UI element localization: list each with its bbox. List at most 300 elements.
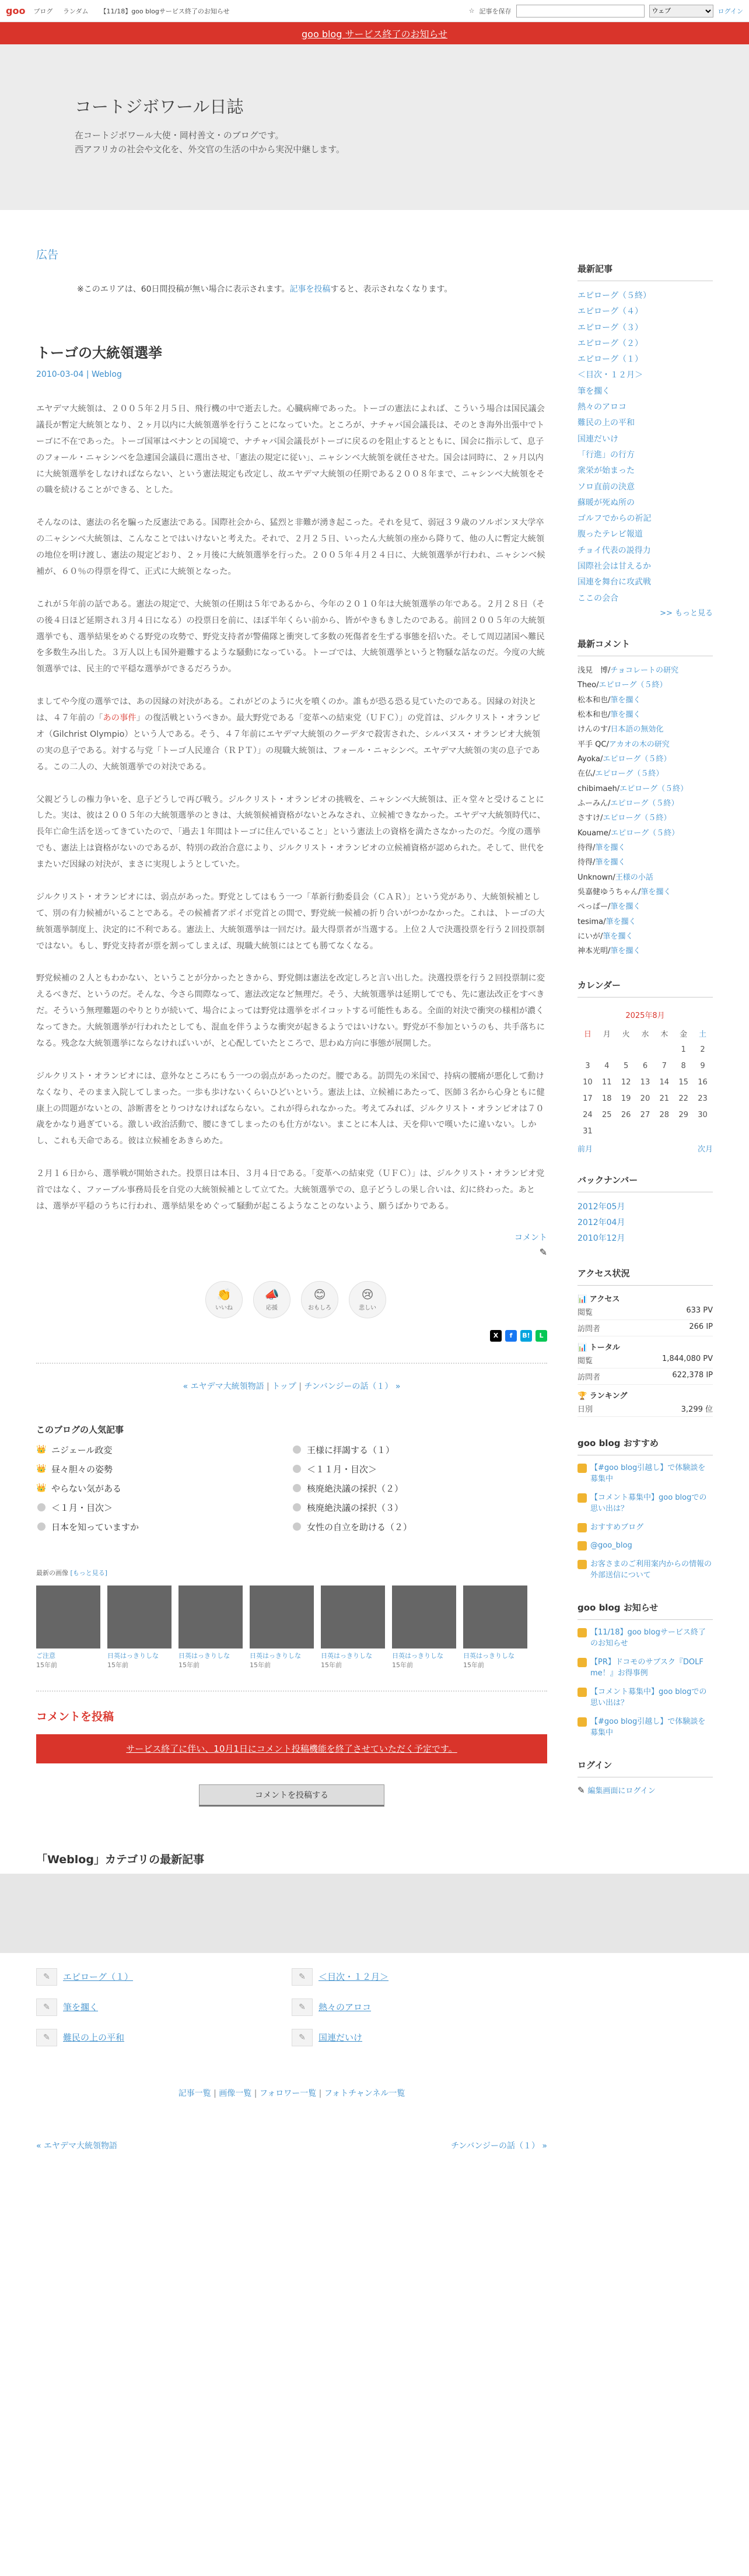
recent-post-item [578,463,713,479]
comment-user: 松本和也 [578,695,608,705]
recommend-item [578,1559,713,1581]
comment-post-link[interactable]: 筆を擱く [606,917,636,926]
post-paragraph: これが５年前の話である。憲法の規定で、大統領の任期は５年であるから、今年の２０１０年は大統領選挙の年である。２月２８日（その後４日ほど延期され３月４日になる）の投票日を前に、ほぼ半年くらい前から、皆がやきもきしたのである。前回２００５年の大統領選挙でも、選挙結果をめぐる野党の攻勢で、野党支持者が警備隊と衝突して多数の死傷者を生ずる事態を招いた。そして周辺諸国へ難民を多数生み出した。３万人以上も国外避難するような騒動になっている。トーゴでは、大統領選挙というと物騒な話なのだ。今度の大統領選挙では、民主的で平穏な選挙ができるだろうか。 [36,599,545,674]
hatena-share-icon[interactable]: B! [520,1330,532,1342]
crown-icon: 👑 [36,1445,47,1455]
next-post-link[interactable]: チンバンジーの話（１） » [304,1381,401,1391]
comment-user: 待得 [578,844,593,853]
highlight-keyword: あの事件 [103,713,136,723]
calendar-weekday: 日 [583,1030,592,1040]
recent-post-item [578,336,713,352]
recent-post-item [578,480,713,495]
comment-post-link[interactable]: 筆を擱く [610,710,641,719]
category-item-link[interactable]: エピローグ（１） [63,1972,134,1983]
bookmark-label[interactable]: 記事を保存 [479,7,512,15]
image-title: 日英はっきりしな [392,1651,443,1660]
recent-post-item [578,591,713,607]
access-heading: アクセス状況 [578,1267,713,1286]
goo-logo[interactable]: goo [6,5,26,16]
comment-user: 待得 [578,858,593,867]
recent-posts-heading: 最新記事 [578,262,713,281]
recent-post-link[interactable]: エピローグ（３） [578,323,643,332]
line-share-icon[interactable]: L [536,1330,547,1342]
comment-user: 神本光明 [578,947,608,956]
bookmark-icon[interactable]: ☆ [468,7,475,15]
popular-item[interactable] [292,1444,547,1456]
footer-next-link[interactable]: チンバンジーの話（１） » [451,2141,547,2151]
recent-comment-item: 松本和也/筆を擱く [578,710,641,719]
image-title: 日英はっきりしな [250,1651,301,1660]
calendar-month: 2025年8月 [625,1011,665,1020]
comment-end-link[interactable]: サービス終了に伴い、10月1日にコメント投稿機能を終了させていただく予定です。 [126,1744,457,1755]
calendar-weekday: 水 [641,1030,649,1040]
calendar-weekday: 月 [603,1030,611,1040]
total-label: 📊 トータル [578,1343,620,1352]
reaction-button[interactable] [301,1281,338,1318]
notice-item [578,1627,713,1650]
post-pager: « エヤデマ大統領物語 | トップ | チンバンジーの話（１） » [183,1381,401,1391]
calendar-day: 2 [700,1045,705,1055]
notice-heading: goo blog お知らせ [578,1601,713,1620]
image-date: 15年前 [250,1661,271,1669]
comment-post-link[interactable]: 筆を擱く [610,902,641,912]
image-placeholder [392,1586,456,1648]
ad-heading: 広告 [36,249,59,261]
main-column [36,210,547,2151]
calendar-day: 15 [678,1078,688,1087]
pv-value: 633 PV [686,1306,713,1315]
daily-rank-label: 日別 [578,1405,593,1414]
recent-post-item [578,368,713,383]
notice-icon [578,1658,587,1667]
service-news-link[interactable]: 【11/18】goo blogサービス終了のお知らせ [100,7,230,15]
popular-item-title: やらない気がある [51,1483,122,1494]
calendar [578,1005,713,1140]
recommend-link[interactable]: おすすめブログ [590,1522,644,1532]
reaction-icon: 👏 [216,1287,232,1302]
calendar-day [617,1042,635,1058]
prev-post-link[interactable]: « エヤデマ大統領物語 [183,1381,264,1391]
recent-post-item [578,352,713,368]
calendar-day: 7 [662,1062,667,1071]
recent-post-link[interactable]: エピローグ（２） [578,338,643,348]
post-paragraph: 野党候補の２人ともわかない、ということが分かったときから、野党側は憲法を改定しろと言い出した。決選投票を行う２回投票制に変えるべきだ、というのだ。そんな、今さら間際なって、憲法改定など無理だ。そう、大統領選挙は延期してでも、先に憲法改正をすべきだ。そういう無理難題のやりとりが続いて、場合によっては野党は選挙をボイコットする可能性もある。全面的対決で衝突の様相が濃くなってきた。大統領選挙が行われたとしても、混血を伴うような衝突が起きるようではいけない。野党が不参加というのも、共手落ちになる。残念な大統領選挙にならなければいいが、と心配していたところで、思わぬ方向に事態が展開した。 [36,974,545,1048]
calendar-weekday: 土 [699,1030,707,1040]
recent-comment-item: ふーみん/エピローグ（５終） [578,799,679,808]
nav-blog[interactable]: ブログ [33,7,53,15]
category-item [36,1968,292,1986]
comment-post-link[interactable]: 筆を擱く [610,695,641,705]
popular-item-title: ＜１１月・目次＞ [307,1464,377,1475]
calendar-day: 14 [659,1078,670,1087]
recent-post-link[interactable]: 国連を舞台に攻武戦 [578,578,651,587]
comment-user: chibimaeh [578,784,617,793]
calendar-next[interactable]: 次月 [697,1144,713,1154]
post-category[interactable]: Weblog [92,370,122,379]
recent-more-link[interactable]: >> もっと見る [660,608,713,618]
comment-post-link[interactable]: エピローグ（５終） [620,784,688,793]
post-date[interactable]: 2010-03-04 [36,370,84,379]
category-name: 「Weblog」 [36,1853,105,1866]
uv-label: 訪問者 [578,1324,601,1334]
post-article-link[interactable]: 記事を投稿 [289,285,331,294]
recent-post-link[interactable]: エピローグ（１） [578,355,643,365]
backnumber-widget [578,1174,713,1247]
recent-post-item [578,559,713,575]
recent-comment-item: にいが/筆を擱く [578,932,634,942]
total-icon: 📊 [578,1343,587,1352]
backnumber-link[interactable]: 2010年12月 [578,1234,625,1244]
recent-post-link[interactable]: ゴルフでからの祈記 [578,514,652,524]
category-item [292,2029,547,2046]
recommend-link[interactable]: @goo_blog [590,1541,632,1550]
comment-post-link[interactable]: アカオの木の研究 [608,740,670,749]
notice-widget [578,1601,713,1739]
recommend-icon [578,1493,587,1503]
editor-login-link[interactable]: 編集画面にログイン [587,1786,656,1796]
service-end-banner [0,22,749,44]
popular-item[interactable] [36,1502,292,1514]
recent-comment-item: tesima/筆を擱く [578,917,636,926]
recommend-icon [578,1541,587,1550]
comment-post-link[interactable]: エピローグ（５終） [611,828,680,838]
image-date: 15年前 [321,1661,342,1669]
post-comment-button[interactable]: コメントを投稿する [199,1784,384,1807]
crown-icon: 👑 [36,1464,47,1474]
recent-comment-item: 吳嘉健ゆうちゃん/筆を擱く [578,888,671,897]
post-body [36,401,547,1215]
image-thumb[interactable] [250,1586,314,1670]
comment-user: けんのす [578,725,608,734]
recent-post-link[interactable]: 難民の上の平和 [578,418,635,428]
image-date: 15年前 [463,1661,484,1669]
popular-item-title: 核廃絶決議の採択（３） [307,1502,404,1513]
recent-post-link[interactable]: 「行進」の行方 [578,450,635,460]
search-scope-select[interactable] [649,5,713,18]
popular-item[interactable] [292,1463,547,1475]
comment-post-link[interactable]: エピローグ（５終） [603,755,671,764]
recent-post-link[interactable]: チョイ代表の説得力 [578,545,651,555]
pen-icon: ✎ [292,1968,313,1986]
popular-item-title: ＜１月・目次＞ [51,1502,113,1513]
calendar-heading: カレンダー [578,979,713,998]
image-date: 15年前 [178,1661,200,1669]
comment-user: ぺっぱー [578,902,608,912]
x-share-icon[interactable]: X [490,1330,502,1342]
reaction-icon: 😢 [361,1287,374,1302]
crown-icon: 👑 [36,1483,47,1493]
notice-link[interactable]: 【PR】ドコモのサブスク『DOLF me！』お得事例 [590,1657,704,1678]
recommend-item [578,1462,713,1485]
bullet-icon [293,1446,301,1454]
recommend-heading: goo blog おすすめ [578,1437,713,1455]
bullet-icon [37,1503,46,1511]
notice-item [578,1657,713,1679]
image-date: 15年前 [36,1661,57,1669]
recent-post-link[interactable]: エピローグ（５終） [578,291,651,300]
share-buttons [36,1330,547,1342]
popular-item[interactable] [36,1444,292,1456]
recent-post-item [578,432,713,447]
recent-comment-item: けんのす/日本語の無効化 [578,725,664,734]
image-placeholder [321,1586,385,1648]
calendar-prev[interactable]: 前月 [578,1144,593,1154]
image-placeholder [178,1586,243,1648]
post-paragraph: 父親どうしの権力争いを、息子どうしで再び戦う。ジルクリスト・オランピオの挑戦を、ニャシンベ大統領は、正々堂々と受けることにした。実は、彼は２００５年の大統領選挙のときは、大統領候補資格がないとみなされ、立候補できなかった。エヤデマ大統領時代に、長年亡命生活を送ってきていたので、「過去１年間はトーゴに住んでいること」という憲法上の資格を満たさなかったのだ。今度の選挙でも、憲法上は資格がないのであるが、特別の政治合意により、ジルクリスト・オランピオの立候補資格が認められた。そして、世代をまたいだ因縁の対決が、まさに実現しようとしていた。 [36,794,545,869]
recent-comment-item: 神本光明/筆を擱く [578,947,641,956]
recent-comment-item: Unknown/王様の小話 [578,873,653,882]
bullet-icon [293,1522,301,1531]
blog-description-1: 在コートジボワール大使・岡村善文・のブログです。 [75,130,284,141]
bullet-icon [293,1465,301,1473]
recent-comment-item: 浅見 博/チョコレートの研究 [578,666,679,675]
comment-user: にいが [578,932,601,942]
facebook-share-icon[interactable]: f [505,1330,517,1342]
recommend-item [578,1540,713,1552]
popular-item[interactable] [36,1482,292,1494]
comment-post-link[interactable]: エピローグ（５終） [603,814,671,823]
notice-link[interactable]: 【コメント募集中】goo blogでの思い出は？ [590,1687,707,1708]
popular-item[interactable] [292,1502,547,1514]
image-thumb[interactable] [36,1586,100,1670]
image-thumb[interactable] [107,1586,172,1670]
footer-link[interactable]: フォロワー一覧 [259,2088,317,2098]
recent-post-item [578,527,713,542]
category-item-link[interactable]: 熱々のアロコ [318,2002,372,2013]
post-paragraph: そんなのは、憲法の名を騙った反憲法である。国際社会から、猛烈と非難が湧き起こった。それを見て、弱冠３９歳のソルボンヌ大学卒の二ャシンベ大統領は、こんなことではいけないと考えた。それで、２月２５日、いったん大統領の座から降りて、他の人に暫定大統領の地位を明け渡し、憲法の規定どおり、２ヶ月後に大統領選挙を行った。２００５年４月２４日に、大統領選挙が行われ、ニャシンベ候補が、６０％の得票を得て、正式に大統領となった。 [36,518,545,576]
blog-title[interactable]: コートジボワール日誌 [75,97,244,117]
comment-user: 在仏 [578,769,593,779]
comment-user: Ayoka [578,755,600,764]
access-widget [578,1267,713,1417]
footer-prev-link[interactable]: « エヤデマ大統領物語 [36,2141,118,2151]
image-title: ご注意 [36,1651,55,1660]
sidebar [578,210,713,2151]
recommend-link[interactable]: 【コメント募集中】goo blogでの思い出は？ [590,1493,707,1514]
image-title: 日英はっきりしな [178,1651,230,1660]
edit-pen-icon[interactable]: ✎ [539,1246,547,1258]
calendar-day: 20 [640,1094,650,1104]
recent-post-link[interactable]: ここの会合 [578,593,618,603]
notice-link[interactable]: 【#goo blog引越し】で体験談を募集中 [590,1717,706,1738]
popular-item-title: 王様に拝謁する（１） [307,1444,395,1455]
category-item-link[interactable]: 筆を擱く [63,2002,99,2013]
recent-post-link[interactable]: 蘇暖が死ぬ所の [578,498,635,508]
popular-item[interactable] [292,1521,547,1533]
reaction-button[interactable] [205,1281,243,1318]
recent-post-link[interactable]: 腹ったテレビ報道 [578,530,643,540]
recent-post-item [578,447,713,463]
calendar-day: 19 [621,1094,631,1104]
recommend-icon [578,1523,587,1532]
calendar-day: 24 [583,1111,593,1120]
image-thumb[interactable] [392,1586,456,1670]
comment-post-link[interactable]: 日本語の無効化 [610,725,664,734]
comment-post-link[interactable]: 筆を擱く [595,858,626,867]
recommend-link[interactable]: お客さまのご利用案内からの情報の外部送信について [590,1559,712,1580]
calendar-day: 25 [601,1111,612,1120]
notice-item [578,1716,713,1739]
recent-post-link[interactable]: エピローグ（４） [578,307,643,317]
recent-post-link[interactable]: 国連だいけ [578,434,618,444]
calendar-day: 4 [604,1062,610,1071]
login-widget [578,1759,713,1796]
bullet-icon [37,1522,46,1531]
comment-post-link[interactable]: 王様の小話 [615,873,653,882]
recent-comment-item: Theo/エピローグ（５終） [578,681,667,690]
footer-link[interactable]: 記事一覧 [178,2088,211,2098]
category-list [36,1968,547,2046]
comment-post-link[interactable]: 筆を擱く [640,888,671,897]
divider [36,1363,547,1364]
comment-user: Unknown [578,873,613,882]
calendar-day: 16 [698,1078,708,1087]
calendar-weekday: 火 [622,1030,630,1040]
comment-user: 吳嘉健ゆうちゃん [578,888,639,897]
post-paragraph: ましてや今度の選挙では、あの因縁の対決がある。これがどのように火を噴くのか。誰もが恐る恐る見ていたのである。因縁の対決とは、４７年前の「あの事件」の復活戦というべきか。最大野党である「変革への結束党（ＵＦＣ）」の党首は、ジルクリスト・オランピオ（Gilchrist Olympio）という人である。そう、４７年前にエヤデマ大統領のクーデタで殺害された、シルバヌス・オランピオ大統領の実の息子である。対する与党「トーゴ人民連合（ＲＰＴ）」の現職大統領は、フォール・ニャシンベ。エヤデマ大統領の実の息子である。この二人の、大統領選挙での対決である。 [36,697,541,772]
calendar-day: 23 [698,1094,708,1104]
calendar-day: 13 [640,1078,650,1087]
calendar-weekday: 金 [680,1030,688,1040]
footer-link[interactable]: フォトチャンネル一覧 [324,2088,405,2098]
image-thumb[interactable] [178,1586,243,1670]
popular-item-title: 日本を知っていますか [51,1521,139,1532]
comment-post-link[interactable]: エピローグ（５終） [595,769,664,779]
comment-post-link[interactable]: エピローグ（５終） [598,681,667,690]
comment-post-link[interactable]: 筆を擱く [610,947,641,956]
comment-post-link[interactable]: 筆を擱く [595,844,626,853]
comment-user: Kouame [578,828,608,838]
category-item-link[interactable]: ＜目次・１２月＞ [318,1972,389,1983]
comment-user: さすけ [578,814,601,823]
calendar-day [674,1124,692,1139]
calendar-day [598,1042,616,1058]
popular-heading: このブログの人気記事 [36,1424,124,1435]
category-item [36,1999,292,2016]
post-title[interactable]: トーゴの大統領選挙 [36,345,162,361]
recent-post-item [578,575,713,590]
recent-posts-widget [578,262,713,618]
footer-link[interactable]: 画像一覧 [219,2088,252,2098]
recent-post-item [578,495,713,511]
reaction-label: 悲しい [359,1305,376,1312]
images-more-link[interactable]: [もっと見る] [70,1569,108,1577]
popular-item[interactable] [36,1463,292,1475]
backnumber-link[interactable]: 2012年04月 [578,1218,625,1228]
image-thumb[interactable] [321,1586,385,1670]
recommend-item [578,1492,713,1515]
service-end-link[interactable]: goo blog サービス終了のお知らせ [302,28,447,40]
notice-item [578,1686,713,1709]
comment-user: 松本和也 [578,710,608,719]
calendar-day: 30 [698,1111,708,1120]
recent-post-item [578,288,713,304]
reaction-icon: 📣 [264,1287,279,1302]
notice-icon [578,1628,587,1637]
recommend-link[interactable]: 【#goo blog引越し】で体験談を募集中 [590,1463,706,1484]
search-input[interactable] [516,5,645,18]
recommend-item [578,1522,713,1534]
calendar-day: 22 [678,1094,688,1104]
comment-post-link[interactable]: チョコレートの研究 [610,666,679,675]
pen-icon: ✎ [292,2029,313,2046]
backnumber-item [578,1199,713,1215]
category-suffix: カテゴリの最新記事 [104,1853,205,1866]
comment-post-link[interactable]: エピローグ（５終） [610,799,679,808]
reaction-label: いいね [215,1305,233,1312]
popular-item[interactable] [36,1521,292,1533]
reaction-button[interactable] [253,1281,290,1318]
recent-post-item [578,384,713,400]
recent-post-item [578,400,713,415]
login-link[interactable]: ログイン [718,7,743,15]
recent-post-link[interactable]: 熱々のアロコ [578,402,626,412]
calendar-widget [578,979,713,1154]
calendar-day: 31 [583,1127,593,1136]
recommend-widget [578,1437,713,1581]
blog-header [0,44,749,210]
notice-link[interactable]: 【11/18】goo blogサービス終了のお知らせ [590,1628,706,1648]
recent-post-item [578,511,713,527]
comment-link[interactable]: コメント [514,1233,547,1242]
recent-post-link[interactable]: ソロ直前の決意 [578,482,635,492]
calendar-day: 21 [659,1094,670,1104]
recent-post-link[interactable]: 筆を擱く [578,386,610,396]
image-thumb[interactable] [463,1586,527,1670]
total-pv-label: 閲覧 [578,1356,593,1366]
comment-heading: コメントを投稿 [36,1710,114,1723]
recent-comment-item: chibimaeh/エピローグ（５終） [578,784,688,793]
bullet-icon [293,1484,301,1492]
reaction-label: おもしろ [308,1305,331,1312]
backnumber-link[interactable]: 2012年05月 [578,1202,625,1212]
image-date: 15年前 [392,1661,413,1669]
calendar-day [617,1124,635,1139]
ad-note-suffix: すると、表示されなくなります。 [330,285,453,294]
top-link[interactable]: トップ [272,1381,296,1391]
category-item-link[interactable]: 難民の上の平和 [63,2032,125,2043]
footer-nav [36,2140,547,2151]
recent-post-link[interactable]: 衆栄が始まった [578,466,635,476]
category-item [292,1968,547,1986]
images-heading-label: 最新の画像 [36,1569,68,1577]
image-placeholder [36,1586,100,1648]
calendar-day [655,1124,673,1139]
reaction-button[interactable] [349,1281,386,1318]
login-heading: ログイン [578,1759,713,1777]
image-date: 15年前 [107,1661,128,1669]
category-item-link[interactable]: 国連だいけ [318,2032,363,2043]
recent-post-link[interactable]: ＜目次・１２月＞ [578,370,643,380]
recent-comment-item: Kouame/エピローグ（５終） [578,828,680,838]
popular-item-title: 昼々胆々の姿勢 [51,1464,113,1475]
global-header [0,0,749,22]
image-placeholder [463,1586,527,1648]
recent-comment-item: さすけ/エピローグ（５終） [578,814,671,823]
calendar-day: 10 [583,1078,593,1087]
recent-comment-item: 待得/筆を擱く [578,858,626,867]
comment-post-link[interactable]: 筆を擱く [603,932,634,942]
recent-comments-widget [578,638,713,959]
total-uv-label: 訪問者 [578,1373,601,1382]
recent-post-link[interactable]: 国際社会は甘えるか [578,562,651,572]
popular-item[interactable] [292,1482,547,1494]
global-nav [33,6,96,16]
notice-icon [578,1717,587,1727]
nav-random[interactable]: ランダム [62,7,89,15]
pv-label: 閲覧 [578,1308,593,1317]
calendar-day: 28 [659,1111,670,1120]
